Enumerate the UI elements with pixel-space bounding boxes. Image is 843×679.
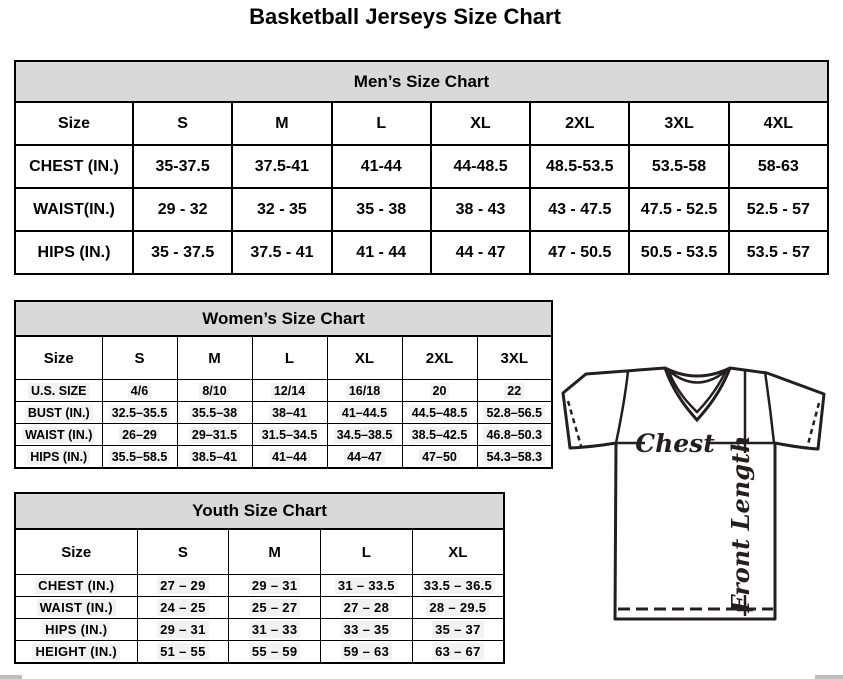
youth-value-cell: 27 – 29	[137, 575, 229, 597]
youth-row-label: HIPS (IN.)	[15, 619, 137, 641]
womens-header-cell: Size	[15, 336, 102, 380]
womens-header-cell: M	[177, 336, 252, 380]
womens-row-label: HIPS (IN.)	[15, 446, 102, 469]
mens-value-cell: 35 - 38	[332, 188, 431, 231]
youth-row-label: WAIST (IN.)	[15, 597, 137, 619]
womens-data-row	[15, 380, 552, 402]
mens-value-cell: 43 - 47.5	[530, 188, 629, 231]
womens-value-cell: 52.8–56.5	[477, 402, 552, 424]
youth-value-cell: 25 – 27	[229, 597, 321, 619]
youth-header-cell: M	[229, 529, 321, 575]
front-length-label: Front Length	[726, 435, 755, 613]
youth-value-cell: 51 – 55	[137, 641, 229, 664]
mens-value-cell: 29 - 32	[133, 188, 232, 231]
mens-value-cell: 44 - 47	[431, 231, 530, 274]
mens-header-cell: L	[332, 102, 431, 145]
womens-value-cell: 47–50	[402, 446, 477, 469]
youth-value-cell: 27 – 28	[321, 597, 413, 619]
youth-row-label: HEIGHT (IN.)	[15, 641, 137, 664]
womens-header-row	[15, 336, 552, 380]
mens-value-cell: 37.5-41	[232, 145, 331, 188]
jersey-diagram-svg	[554, 354, 836, 634]
womens-value-cell: 35.5–38	[177, 402, 252, 424]
youth-value-cell: 63 – 67	[412, 641, 504, 664]
youth-header-row	[15, 529, 504, 575]
mens-row-label: WAIST(IN.)	[15, 188, 133, 231]
mens-value-cell: 48.5-53.5	[530, 145, 629, 188]
mens-header-cell: S	[133, 102, 232, 145]
mens-value-cell: 38 - 43	[431, 188, 530, 231]
youth-data-row	[15, 597, 504, 619]
womens-row-label: WAIST (IN.)	[15, 424, 102, 446]
womens-value-cell: 34.5–38.5	[327, 424, 402, 446]
womens-value-cell: 12/14	[252, 380, 327, 402]
mens-size-table	[14, 101, 829, 275]
mens-value-cell: 41-44	[332, 145, 431, 188]
mens-header-cell: Size	[15, 102, 133, 145]
mens-size-chart-section	[14, 60, 829, 275]
youth-value-cell: 59 – 63	[321, 641, 413, 664]
youth-value-cell: 24 – 25	[137, 597, 229, 619]
youth-header-cell: Size	[15, 529, 137, 575]
youth-row-label: CHEST (IN.)	[15, 575, 137, 597]
mens-header-cell: M	[232, 102, 331, 145]
youth-value-cell: 33.5 – 36.5	[412, 575, 504, 597]
mens-value-cell: 53.5 - 57	[729, 231, 828, 274]
mens-value-cell: 50.5 - 53.5	[629, 231, 728, 274]
youth-value-cell: 33 – 35	[321, 619, 413, 641]
womens-value-cell: 26–29	[102, 424, 177, 446]
womens-value-cell: 41–44	[252, 446, 327, 469]
mens-row-label: CHEST (IN.)	[15, 145, 133, 188]
mens-value-cell: 35-37.5	[133, 145, 232, 188]
mens-header-cell: XL	[431, 102, 530, 145]
mens-value-cell: 41 - 44	[332, 231, 431, 274]
mens-value-cell: 53.5-58	[629, 145, 728, 188]
youth-size-chart-section	[14, 492, 505, 664]
womens-value-cell: 31.5–34.5	[252, 424, 327, 446]
mens-data-row	[15, 145, 828, 188]
womens-value-cell: 54.3–58.3	[477, 446, 552, 469]
mens-header-cell: 2XL	[530, 102, 629, 145]
page-title: Basketball Jerseys Size Chart	[249, 4, 561, 29]
womens-row-label: U.S. SIZE	[15, 380, 102, 402]
mens-value-cell: 44-48.5	[431, 145, 530, 188]
mens-data-row	[15, 188, 828, 231]
youth-value-cell: 31 – 33.5	[321, 575, 413, 597]
chest-label: Chest	[635, 429, 715, 458]
mens-value-cell: 32 - 35	[232, 188, 331, 231]
scrollbar-fragment-left[interactable]	[0, 675, 22, 679]
youth-value-cell: 31 – 33	[229, 619, 321, 641]
scrollbar-fragment-right[interactable]	[815, 675, 843, 679]
womens-value-cell: 38.5–41	[177, 446, 252, 469]
jersey-outline	[563, 368, 824, 619]
youth-data-row	[15, 575, 504, 597]
youth-value-cell: 55 – 59	[229, 641, 321, 664]
womens-header-cell: L	[252, 336, 327, 380]
womens-header-cell: S	[102, 336, 177, 380]
womens-value-cell: 41–44.5	[327, 402, 402, 424]
mens-value-cell: 37.5 - 41	[232, 231, 331, 274]
mens-chart-title: Men’s Size Chart	[14, 60, 829, 101]
mens-value-cell: 35 - 37.5	[133, 231, 232, 274]
mens-value-cell: 47.5 - 52.5	[629, 188, 728, 231]
womens-chart-title: Women’s Size Chart	[14, 300, 553, 335]
womens-header-cell: 2XL	[402, 336, 477, 380]
youth-value-cell: 29 – 31	[137, 619, 229, 641]
womens-value-cell: 20	[402, 380, 477, 402]
youth-size-table	[14, 528, 505, 664]
youth-chart-title: Youth Size Chart	[14, 492, 505, 528]
womens-value-cell: 35.5–58.5	[102, 446, 177, 469]
youth-header-cell: XL	[412, 529, 504, 575]
womens-value-cell: 29–31.5	[177, 424, 252, 446]
mens-header-cell: 4XL	[729, 102, 828, 145]
youth-header-cell: S	[137, 529, 229, 575]
mens-header-row	[15, 102, 828, 145]
womens-data-row	[15, 446, 552, 469]
womens-value-cell: 38–41	[252, 402, 327, 424]
womens-value-cell: 16/18	[327, 380, 402, 402]
jersey-measurement-diagram	[554, 354, 836, 634]
youth-value-cell: 35 – 37	[412, 619, 504, 641]
youth-data-row	[15, 619, 504, 641]
mens-value-cell: 58-63	[729, 145, 828, 188]
womens-value-cell: 38.5–42.5	[402, 424, 477, 446]
womens-row-label: BUST (IN.)	[15, 402, 102, 424]
womens-value-cell: 22	[477, 380, 552, 402]
mens-header-cell: 3XL	[629, 102, 728, 145]
mens-data-row	[15, 231, 828, 274]
womens-value-cell: 44.5–48.5	[402, 402, 477, 424]
youth-header-cell: L	[321, 529, 413, 575]
mens-value-cell: 47 - 50.5	[530, 231, 629, 274]
womens-header-cell: XL	[327, 336, 402, 380]
womens-value-cell: 32.5–35.5	[102, 402, 177, 424]
womens-value-cell: 8/10	[177, 380, 252, 402]
youth-value-cell: 28 – 29.5	[412, 597, 504, 619]
womens-header-cell: 3XL	[477, 336, 552, 380]
youth-value-cell: 29 – 31	[229, 575, 321, 597]
womens-size-table	[14, 335, 553, 469]
mens-value-cell: 52.5 - 57	[729, 188, 828, 231]
womens-data-row	[15, 402, 552, 424]
womens-value-cell: 44–47	[327, 446, 402, 469]
womens-size-chart-section	[14, 300, 553, 469]
womens-value-cell: 46.8–50.3	[477, 424, 552, 446]
womens-value-cell: 4/6	[102, 380, 177, 402]
mens-row-label: HIPS (IN.)	[15, 231, 133, 274]
womens-data-row	[15, 424, 552, 446]
youth-data-row	[15, 641, 504, 664]
